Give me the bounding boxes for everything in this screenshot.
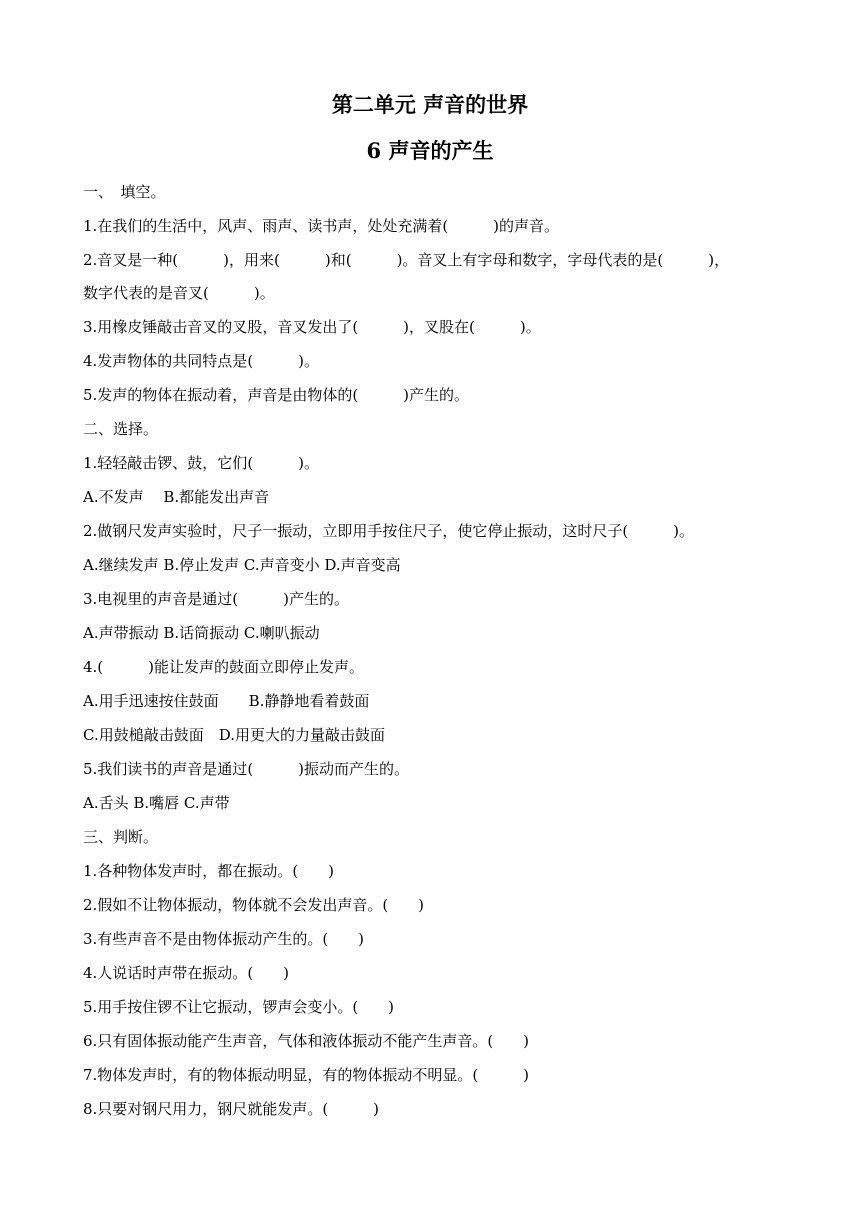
choice-question-3: 3.电视里的声音是通过( )产生的。 xyxy=(83,590,350,608)
judgment-item-4: 4.人说话时声带在振动。( ) xyxy=(83,964,290,982)
judgment-item-7: 7.物体发声时，有的物体振动明显，有的物体振动不明显。( ) xyxy=(83,1066,530,1084)
choice-question-5: 5.我们读书的声音是通过( )振动而产生的。 xyxy=(83,760,410,778)
section-heading-choice: 二、选择。 xyxy=(83,420,159,438)
choice-options-4b: C.用鼓槌敲击鼓面 D.用更大的力量敲击鼓面 xyxy=(83,726,385,744)
judgment-item-2: 2.假如不让物体振动，物体就不会发出声音。( ) xyxy=(83,896,425,914)
fill-question-2-continued: 数字代表的是音叉( )。 xyxy=(83,284,275,302)
choice-question-4: 4.( )能让发声的鼓面立即停止发声。 xyxy=(83,658,365,676)
choice-options-5: A.舌头 B.嘴唇 C.声带 xyxy=(83,794,230,812)
section-heading-judgment: 三、判断。 xyxy=(83,828,159,846)
choice-options-2: A.继续发声 B.停止发声 C.声音变小 D.声音变高 xyxy=(83,556,401,574)
judgment-item-3: 3.有些声音不是由物体振动产生的。( ) xyxy=(83,930,365,948)
lesson-title: 6 声音的产生 xyxy=(366,138,494,163)
judgment-item-1: 1.各种物体发声时，都在振动。( ) xyxy=(83,862,335,880)
fill-question-2: 2.音叉是一种( )，用来( )和( )。音叉上有字母和数字，字母代表的是( )， xyxy=(83,251,730,269)
choice-options-3: A.声带振动 B.话筒振动 C.喇叭振动 xyxy=(83,624,320,642)
choice-options-4a: A.用手迅速按住鼓面 B.静静地看着鼓面 xyxy=(83,692,370,710)
choice-question-1: 1.轻轻敲击锣、鼓，它们( )。 xyxy=(83,454,320,472)
judgment-item-5: 5.用手按住锣不让它振动，锣声会变小。( ) xyxy=(83,998,395,1016)
choice-question-2: 2.做钢尺发声实验时，尺子一振动，立即用手按住尺子，使它停止振动，这时尺子( )。 xyxy=(83,522,695,540)
choice-options-1: A.不发声 B.都能发出声音 xyxy=(83,488,270,506)
judgment-item-6: 6.只有固体振动能产生声音，气体和液体振动不能产生声音。( ) xyxy=(83,1032,530,1050)
fill-question-3: 3.用橡皮锤敲击音叉的叉股，音叉发出了( )，叉股在( )。 xyxy=(83,318,541,336)
unit-title: 第二单元 声音的世界 xyxy=(331,92,529,117)
fill-question-5: 5.发声的物体在振动着，声音是由物体的( )产生的。 xyxy=(83,386,470,404)
fill-question-4: 4.发声物体的共同特点是( )。 xyxy=(83,352,320,370)
judgment-item-8: 8.只要对钢尺用力，钢尺就能发声。( ) xyxy=(83,1100,380,1118)
worksheet-content xyxy=(83,179,783,1130)
fill-question-1: 1.在我们的生活中，风声、雨声、读书声，处处充满着( )的声音。 xyxy=(83,217,560,235)
section-heading-fill-in: 一、 填空。 xyxy=(83,183,166,201)
